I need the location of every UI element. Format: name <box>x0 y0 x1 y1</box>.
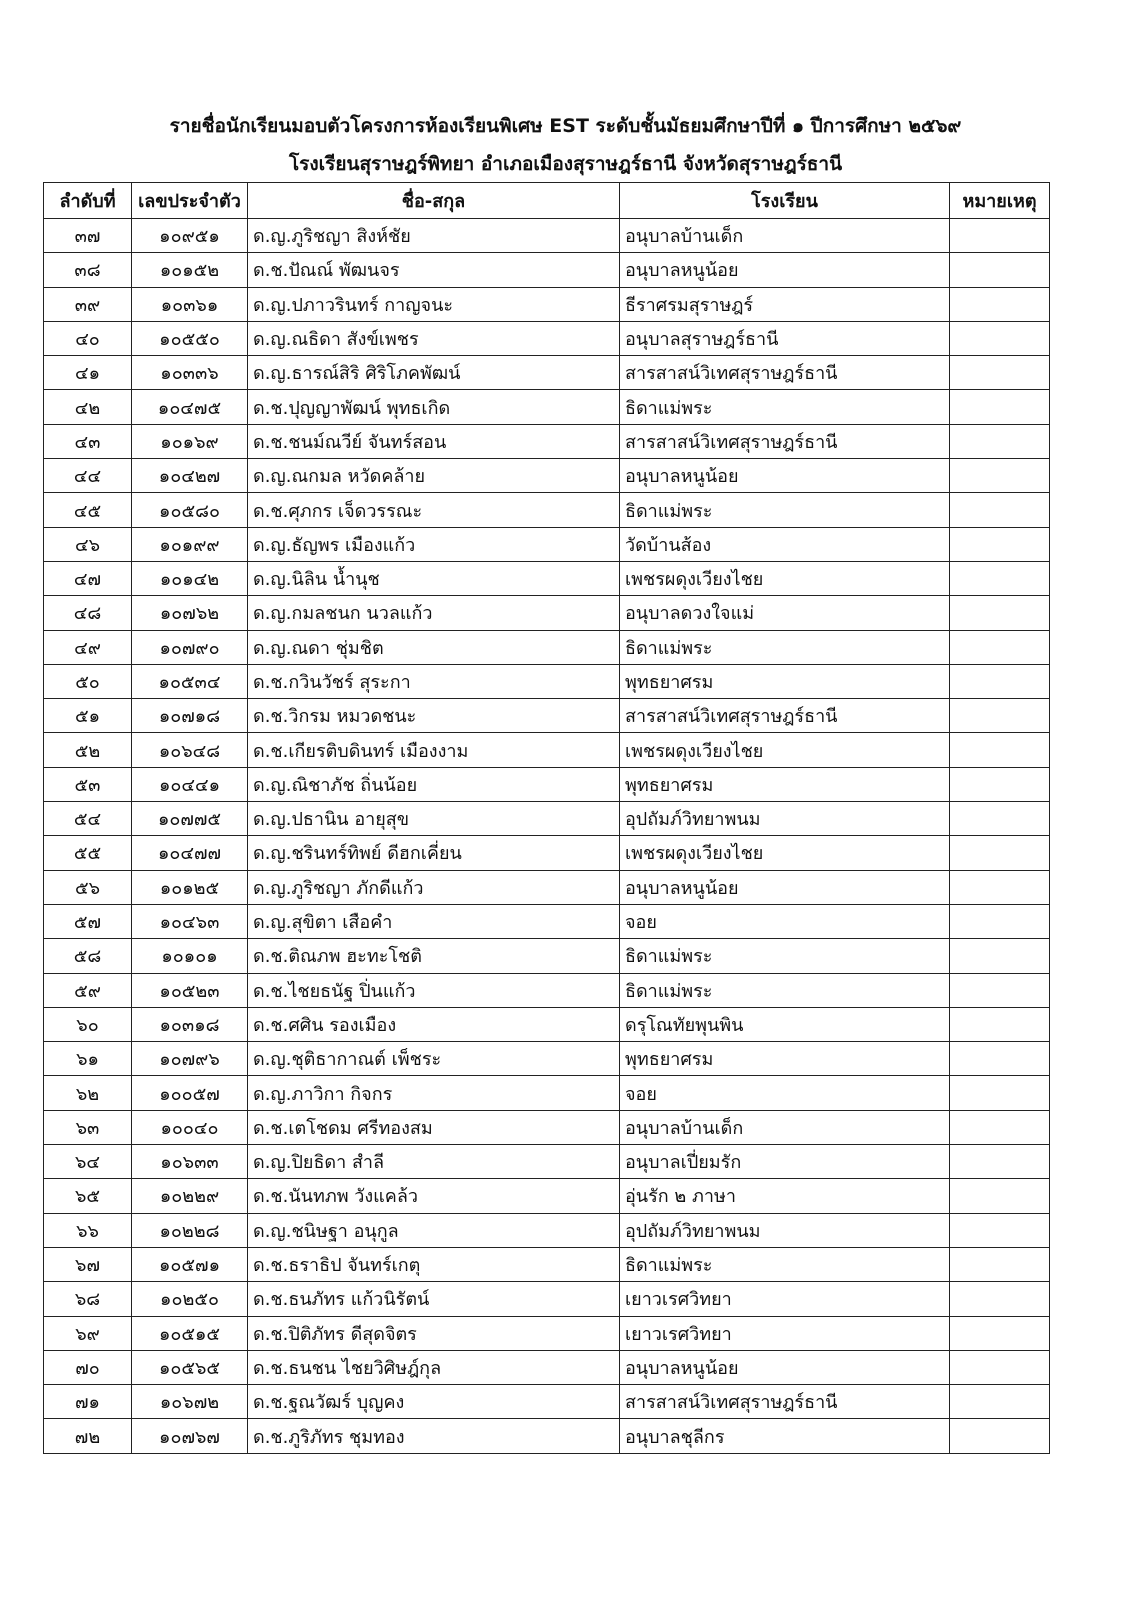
school-name-cell: เยาวเรศวิทยา <box>620 1316 950 1350</box>
student-id-cell: ๑๐๕๒๓ <box>132 973 248 1007</box>
row-number-cell: ๖๔ <box>44 1145 132 1179</box>
row-number-cell: ๔๑ <box>44 356 132 390</box>
row-number-cell: ๔๖ <box>44 527 132 561</box>
table-row <box>44 493 1050 527</box>
table-row <box>44 904 1050 938</box>
school-name-cell: ธิดาแม่พระ <box>620 1247 950 1281</box>
document-title: รายชื่อนักเรียนมอบตัวโครงการห้องเรียนพิเศษ EST ระดับชั้นมัธยมศึกษาปีที่ ๑ ปีการศึกษา ๒๕๖๙ <box>169 115 962 137</box>
student-name-cell: ด.ญ.สุขิตา เสือคำ <box>248 904 620 938</box>
student-name-cell: ด.ช.เกียรติบดินทร์ เมืองงาม <box>248 733 620 767</box>
student-id-cell: ๑๐๑๐๑ <box>132 939 248 973</box>
table-row <box>44 664 1050 698</box>
student-id-cell: ๑๐๑๙๙ <box>132 527 248 561</box>
remarks-cell <box>950 424 1050 458</box>
school-name-cell: เพชรผดุงเวียงไชย <box>620 836 950 870</box>
student-name-cell: ด.ช.ธนภัทร แก้วนิรัตน์ <box>248 1282 620 1316</box>
student-name-cell: ด.ช.ปุญญาพัฒน์ พุทธเกิด <box>248 390 620 424</box>
student-id-cell: ๑๐๕๓๔ <box>132 664 248 698</box>
table-row <box>44 733 1050 767</box>
remarks-cell <box>950 1350 1050 1384</box>
row-number-cell: ๔๕ <box>44 493 132 527</box>
student-name-cell: ด.ญ.ชนิษฐา อนุกูล <box>248 1213 620 1247</box>
student-id-cell: ๑๐๔๔๑ <box>132 767 248 801</box>
table-row <box>44 1179 1050 1213</box>
school-name-cell: พุทธยาศรม <box>620 767 950 801</box>
student-id-cell: ๑๐๒๕๐ <box>132 1282 248 1316</box>
row-number-cell: ๖๖ <box>44 1213 132 1247</box>
school-name-cell: อุปถัมภ์วิทยาพนม <box>620 802 950 836</box>
row-number-cell: ๖๐ <box>44 1007 132 1041</box>
student-name-cell: ด.ญ.ปิยธิดา สำลี <box>248 1145 620 1179</box>
header-row <box>44 183 1050 219</box>
row-number-cell: ๔๒ <box>44 390 132 424</box>
remarks-cell <box>950 1316 1050 1350</box>
student-id-cell: ๑๐๖๔๘ <box>132 733 248 767</box>
row-number-cell: ๔๐ <box>44 321 132 355</box>
row-number-cell: ๖๙ <box>44 1316 132 1350</box>
remarks-cell <box>950 493 1050 527</box>
student-name-cell: ด.ญ.ณธิดา สังข์เพชร <box>248 321 620 355</box>
row-number-cell: ๓๗ <box>44 219 132 253</box>
student-id-cell: ๑๐๕๕๐ <box>132 321 248 355</box>
table-row <box>44 1247 1050 1281</box>
school-name-cell: ธิดาแม่พระ <box>620 939 950 973</box>
table-row <box>44 836 1050 870</box>
remarks-cell <box>950 664 1050 698</box>
table-row <box>44 596 1050 630</box>
row-number-cell: ๔๔ <box>44 459 132 493</box>
student-id-cell: ๑๐๑๒๕ <box>132 870 248 904</box>
row-number-cell: ๕๐ <box>44 664 132 698</box>
student-name-cell: ด.ญ.ธัญพร เมืองแก้ว <box>248 527 620 561</box>
remarks-cell <box>950 1145 1050 1179</box>
table-row <box>44 767 1050 801</box>
remarks-cell <box>950 630 1050 664</box>
school-name-cell: อนุบาลสุราษฎร์ธานี <box>620 321 950 355</box>
student-name-cell: ด.ช.ธนชน ไชยวิศิษฎ์กุล <box>248 1350 620 1384</box>
row-number-cell: ๕๕ <box>44 836 132 870</box>
school-name-cell: สารสาสน์วิเทศสุราษฎร์ธานี <box>620 699 950 733</box>
table-row <box>44 287 1050 321</box>
table-row <box>44 561 1050 595</box>
student-id-cell: ๑๐๓๑๘ <box>132 1007 248 1041</box>
row-number-cell: ๓๙ <box>44 287 132 321</box>
student-name-cell: ด.ญ.กมลชนก นวลแก้ว <box>248 596 620 630</box>
table-row <box>44 356 1050 390</box>
student-name-cell: ด.ช.ชนม์ณวีย์ จันทร์สอน <box>248 424 620 458</box>
remarks-cell <box>950 1110 1050 1144</box>
school-name-cell: เพชรผดุงเวียงไชย <box>620 733 950 767</box>
student-id-cell: ๑๐๐๔๐ <box>132 1110 248 1144</box>
student-name-cell: ด.ช.ปิติภัทร ดีสุดจิตร <box>248 1316 620 1350</box>
remarks-cell <box>950 1042 1050 1076</box>
table-row <box>44 219 1050 253</box>
row-number-cell: ๗๐ <box>44 1350 132 1384</box>
row-number-cell: ๕๗ <box>44 904 132 938</box>
remarks-cell <box>950 699 1050 733</box>
remarks-cell <box>950 253 1050 287</box>
table-row <box>44 939 1050 973</box>
student-name-cell: ด.ช.วิกรม หมวดชนะ <box>248 699 620 733</box>
row-number-cell: ๗๑ <box>44 1385 132 1419</box>
remarks-cell <box>950 321 1050 355</box>
student-name-cell: ด.ช.ติณภพ ฮะทะโชติ <box>248 939 620 973</box>
remarks-cell <box>950 561 1050 595</box>
remarks-cell <box>950 733 1050 767</box>
row-number-cell: ๖๘ <box>44 1282 132 1316</box>
table-row <box>44 630 1050 664</box>
table-header <box>44 183 1050 219</box>
student-id-cell: ๑๐๖๓๓ <box>132 1145 248 1179</box>
school-name-cell: อนุบาลเปี่ยมรัก <box>620 1145 950 1179</box>
table-row <box>44 459 1050 493</box>
student-id-cell: ๑๐๗๖๒ <box>132 596 248 630</box>
remarks-cell <box>950 459 1050 493</box>
table-row <box>44 1213 1050 1247</box>
student-id-cell: ๑๐๕๘๐ <box>132 493 248 527</box>
remarks-cell <box>950 1247 1050 1281</box>
school-name-cell: ดรุโณทัยพุนพิน <box>620 1007 950 1041</box>
student-id-cell: ๑๐๔๗๗ <box>132 836 248 870</box>
student-id-cell: ๑๐๓๓๖ <box>132 356 248 390</box>
student-id-cell: ๑๐๖๗๒ <box>132 1385 248 1419</box>
school-name-cell: อนุบาลหนูน้อย <box>620 459 950 493</box>
table-row <box>44 1385 1050 1419</box>
remarks-cell <box>950 870 1050 904</box>
student-name-cell: ด.ญ.ภูริชญา สิงห์ชัย <box>248 219 620 253</box>
row-number-cell: ๕๔ <box>44 802 132 836</box>
table-row <box>44 390 1050 424</box>
row-number-cell: ๗๒ <box>44 1419 132 1453</box>
row-number-cell: ๕๑ <box>44 699 132 733</box>
student-name-cell: ด.ญ.นิลิน น้ำนุช <box>248 561 620 595</box>
column-header-number: ลำดับที่ <box>44 183 132 219</box>
row-number-cell: ๖๗ <box>44 1247 132 1281</box>
remarks-cell <box>950 1282 1050 1316</box>
school-name-cell: อุ่นรัก ๒ ภาษา <box>620 1179 950 1213</box>
school-name-cell: สารสาสน์วิเทศสุราษฎร์ธานี <box>620 424 950 458</box>
school-name-cell: จอย <box>620 904 950 938</box>
school-name-cell: อนุบาลบ้านเด็ก <box>620 1110 950 1144</box>
school-name-cell: อุปถัมภ์วิทยาพนม <box>620 1213 950 1247</box>
student-id-cell: ๑๐๑๕๒ <box>132 253 248 287</box>
remarks-cell <box>950 1179 1050 1213</box>
school-name-cell: ธิดาแม่พระ <box>620 630 950 664</box>
student-name-cell: ด.ช.นันทภพ วังแคล้ว <box>248 1179 620 1213</box>
remarks-cell <box>950 973 1050 1007</box>
student-name-cell: ด.ญ.ณกมล หวัดคล้าย <box>248 459 620 493</box>
remarks-cell <box>950 1213 1050 1247</box>
student-name-cell: ด.ช.ศุภกร เจ็ดวรรณะ <box>248 493 620 527</box>
school-name-cell: อนุบาลหนูน้อย <box>620 870 950 904</box>
student-name-cell: ด.ญ.ภาวิกา กิจกร <box>248 1076 620 1110</box>
table-row <box>44 527 1050 561</box>
row-number-cell: ๔๘ <box>44 596 132 630</box>
student-id-cell: ๑๐๗๙๐ <box>132 630 248 664</box>
student-id-cell: ๑๐๗๗๕ <box>132 802 248 836</box>
school-name-cell: อนุบาลหนูน้อย <box>620 1350 950 1384</box>
column-header-full-name: ชื่อ-สกุล <box>248 183 620 219</box>
remarks-cell <box>950 287 1050 321</box>
student-name-cell: ด.ช.ศศิน รองเมือง <box>248 1007 620 1041</box>
student-id-cell: ๑๐๑๔๒ <box>132 561 248 595</box>
table-row <box>44 870 1050 904</box>
school-name-cell: อนุบาลหนูน้อย <box>620 253 950 287</box>
table-row <box>44 253 1050 287</box>
student-id-cell: ๑๐๔๒๗ <box>132 459 248 493</box>
remarks-cell <box>950 767 1050 801</box>
row-number-cell: ๕๘ <box>44 939 132 973</box>
table-row <box>44 1110 1050 1144</box>
student-name-cell: ด.ช.เตโชดม ศรีทองสม <box>248 1110 620 1144</box>
remarks-cell <box>950 939 1050 973</box>
remarks-cell <box>950 356 1050 390</box>
row-number-cell: ๖๓ <box>44 1110 132 1144</box>
student-roster-table <box>43 182 1050 1454</box>
table-row <box>44 1042 1050 1076</box>
student-id-cell: ๑๐๓๖๑ <box>132 287 248 321</box>
school-name-cell: สารสาสน์วิเทศสุราษฎร์ธานี <box>620 1385 950 1419</box>
school-name-cell: อนุบาลชุลีกร <box>620 1419 950 1453</box>
student-name-cell: ด.ญ.ธารณ์สิริ ศิริโภคพัฒน์ <box>248 356 620 390</box>
student-id-cell: ๑๐๗๖๗ <box>132 1419 248 1453</box>
student-id-cell: ๑๐๕๑๕ <box>132 1316 248 1350</box>
row-number-cell: ๓๘ <box>44 253 132 287</box>
remarks-cell <box>950 390 1050 424</box>
school-name-cell: จอย <box>620 1076 950 1110</box>
student-id-cell: ๑๐๕๗๑ <box>132 1247 248 1281</box>
student-name-cell: ด.ช.ฐณวัฒร์ บุญคง <box>248 1385 620 1419</box>
table-row <box>44 1419 1050 1453</box>
table-row <box>44 1007 1050 1041</box>
school-name-cell: ธิดาแม่พระ <box>620 973 950 1007</box>
student-name-cell: ด.ญ.ชุติธากาณต์ เพ็ชระ <box>248 1042 620 1076</box>
student-id-cell: ๑๐๒๒๘ <box>132 1213 248 1247</box>
table-row <box>44 1282 1050 1316</box>
row-number-cell: ๖๑ <box>44 1042 132 1076</box>
row-number-cell: ๖๒ <box>44 1076 132 1110</box>
remarks-cell <box>950 219 1050 253</box>
student-name-cell: ด.ช.ธราธิป จันทร์เกตุ <box>248 1247 620 1281</box>
student-name-cell: ด.ญ.ปธานิน อายุสุข <box>248 802 620 836</box>
remarks-cell <box>950 1007 1050 1041</box>
student-name-cell: ด.ช.ไชยธนัฐ ปิ่นแก้ว <box>248 973 620 1007</box>
table-row <box>44 802 1050 836</box>
school-name-cell: พุทธยาศรม <box>620 1042 950 1076</box>
row-number-cell: ๕๒ <box>44 733 132 767</box>
student-id-cell: ๑๐๗๑๘ <box>132 699 248 733</box>
school-name-cell: เพชรผดุงเวียงไชย <box>620 561 950 595</box>
school-name-cell: วัดบ้านส้อง <box>620 527 950 561</box>
school-name-cell: ธิดาแม่พระ <box>620 390 950 424</box>
student-id-cell: ๑๐๔๗๕ <box>132 390 248 424</box>
table-row <box>44 1076 1050 1110</box>
student-id-cell: ๑๐๕๖๕ <box>132 1350 248 1384</box>
column-header-remarks: หมายเหตุ <box>950 183 1050 219</box>
row-number-cell: ๕๓ <box>44 767 132 801</box>
remarks-cell <box>950 836 1050 870</box>
student-name-cell: ด.ญ.ณดา ชุ่มชิต <box>248 630 620 664</box>
table-row <box>44 1145 1050 1179</box>
student-name-cell: ด.ช.ภูริภัทร ชุมทอง <box>248 1419 620 1453</box>
remarks-cell <box>950 904 1050 938</box>
school-name-cell: เยาวเรศวิทยา <box>620 1282 950 1316</box>
table-row <box>44 973 1050 1007</box>
student-id-cell: ๑๐๙๕๑ <box>132 219 248 253</box>
school-name-cell: ธิดาแม่พระ <box>620 493 950 527</box>
student-id-cell: ๑๐๔๖๓ <box>132 904 248 938</box>
student-id-cell: ๑๐๐๕๗ <box>132 1076 248 1110</box>
table-row <box>44 424 1050 458</box>
row-number-cell: ๕๖ <box>44 870 132 904</box>
student-id-cell: ๑๐๗๙๖ <box>132 1042 248 1076</box>
remarks-cell <box>950 802 1050 836</box>
table-row <box>44 699 1050 733</box>
row-number-cell: ๔๙ <box>44 630 132 664</box>
school-name-cell: ธีราศรมสุราษฎร์ <box>620 287 950 321</box>
remarks-cell <box>950 1076 1050 1110</box>
column-header-school: โรงเรียน <box>620 183 950 219</box>
document-subtitle: โรงเรียนสุราษฎร์พิทยา อำเภอเมืองสุราษฎร์ธานี จังหวัดสุราษฎร์ธานี <box>288 153 843 175</box>
row-number-cell: ๔๗ <box>44 561 132 595</box>
student-name-cell: ด.ญ.ชรินทร์ทิพย์ ดีฮกเคี่ยน <box>248 836 620 870</box>
school-name-cell: อนุบาลดวงใจแม่ <box>620 596 950 630</box>
remarks-cell <box>950 1385 1050 1419</box>
table-row <box>44 1316 1050 1350</box>
table-body <box>44 219 1050 1454</box>
student-name-cell: ด.ช.ปัณณ์ พัฒนจร <box>248 253 620 287</box>
row-number-cell: ๕๙ <box>44 973 132 1007</box>
student-name-cell: ด.ญ.ภูริชญา ภักดีแก้ว <box>248 870 620 904</box>
school-name-cell: พุทธยาศรม <box>620 664 950 698</box>
remarks-cell <box>950 527 1050 561</box>
school-name-cell: อนุบาลบ้านเด็ก <box>620 219 950 253</box>
table-row <box>44 321 1050 355</box>
row-number-cell: ๖๕ <box>44 1179 132 1213</box>
column-header-student-id: เลขประจำตัว <box>132 183 248 219</box>
student-id-cell: ๑๐๑๖๙ <box>132 424 248 458</box>
remarks-cell <box>950 596 1050 630</box>
table-row <box>44 1350 1050 1384</box>
school-name-cell: สารสาสน์วิเทศสุราษฎร์ธานี <box>620 356 950 390</box>
remarks-cell <box>950 1419 1050 1453</box>
student-name-cell: ด.ช.กวินวัชร์ สุระกา <box>248 664 620 698</box>
row-number-cell: ๔๓ <box>44 424 132 458</box>
student-name-cell: ด.ญ.ปภาวรินทร์ กาญจนะ <box>248 287 620 321</box>
student-name-cell: ด.ญ.ณิชาภัช ถิ่นน้อย <box>248 767 620 801</box>
student-id-cell: ๑๐๒๒๙ <box>132 1179 248 1213</box>
